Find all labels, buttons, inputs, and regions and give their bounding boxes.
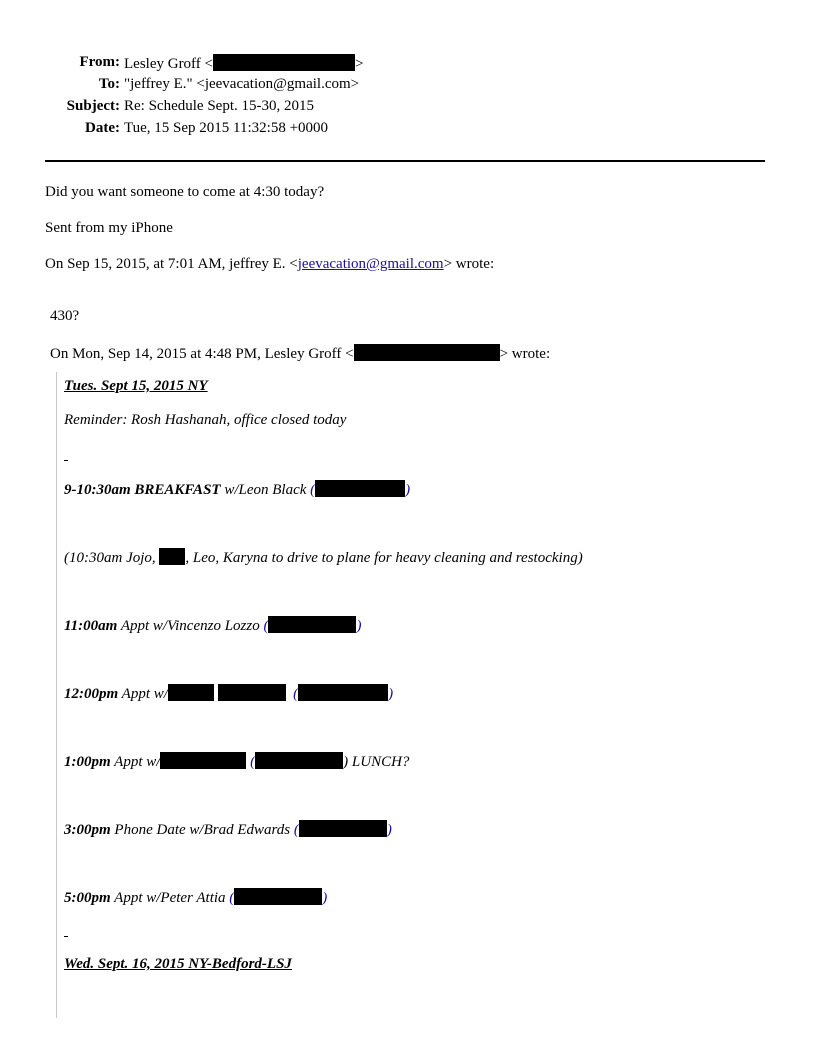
item-text: Phone Date w/Brad Edwards <box>110 822 294 838</box>
paren-close: ) <box>343 754 349 770</box>
item-text: w/Leon Black <box>220 482 311 498</box>
from-value <box>124 54 363 73</box>
quote-bar <box>56 372 57 1018</box>
schedule-item-lozzo <box>64 616 361 635</box>
redacted-block <box>299 820 387 837</box>
from-name: Lesley Groff < <box>124 56 213 72</box>
schedule-item-note <box>64 548 583 567</box>
quote1-pre: On Sep 15, 2015, at 7:01 AM, jeffrey E. < <box>45 256 298 272</box>
schedule-item-noon <box>64 684 393 703</box>
paren-close: ) <box>386 822 392 838</box>
item-time: 3:00pm <box>64 822 111 838</box>
item-text: (10:30am Jojo, <box>64 550 160 566</box>
schedule-item-attia <box>64 888 327 907</box>
item-text: Appt w/ <box>118 686 168 702</box>
paren-close: ) <box>388 686 394 702</box>
quote2-pre: On Mon, Sep 14, 2015 at 4:48 PM, Lesley Groff < <box>50 346 354 362</box>
item-text: Appt w/Peter Attia <box>110 890 230 906</box>
item-text: Appt w/ <box>110 754 161 770</box>
day2-title: Wed. Sept. 16, 2015 NY-Bedford-LSJ <box>64 956 292 972</box>
to-label: To: <box>98 76 120 92</box>
paren-open: ( <box>229 890 235 906</box>
redacted-block <box>168 684 214 701</box>
redacted-block <box>218 684 286 701</box>
paren-open: ( <box>293 822 299 838</box>
header-divider <box>45 160 765 162</box>
reminder-text: Reminder: Rosh Hashanah, office closed today <box>64 412 347 428</box>
item-text: , Leo, Karyna to drive to plane for heavy cleaning and restocking) <box>185 550 583 566</box>
quote-attribution-1 <box>45 256 494 273</box>
schedule-item-breakfast <box>64 480 410 499</box>
from-label: From: <box>79 54 120 70</box>
dash-separator <box>64 460 68 461</box>
item-text: Appt w/Vincenzo Lozzo <box>117 618 264 634</box>
signature-line: Sent from my iPhone <box>45 220 173 236</box>
item-time: 5:00pm <box>64 890 111 906</box>
item-time: 11:00am <box>64 618 118 634</box>
paren-open: ( <box>263 618 269 634</box>
date-label: Date: <box>85 120 120 136</box>
paren-close: ) <box>356 618 362 634</box>
to-value: "jeffrey E." <jeevacation@gmail.com> <box>124 76 360 92</box>
item-time: 9-10:30am BREAKFAST <box>64 482 221 498</box>
schedule-item-phone <box>64 820 392 839</box>
redacted-block <box>315 480 405 497</box>
paren-close: ) <box>322 890 328 906</box>
paren-open: ( <box>250 754 256 770</box>
schedule-item-lunch <box>64 752 409 771</box>
item-time: 1:00pm <box>64 754 111 770</box>
redacted-block <box>298 684 388 701</box>
redacted-block <box>159 548 185 565</box>
redacted-block <box>268 616 356 633</box>
from-close: > <box>355 56 364 72</box>
day1-title: Tues. Sept 15, 2015 NY <box>64 378 208 394</box>
body-line-1: Did you want someone to come at 4:30 today? <box>45 184 325 200</box>
redacted-block <box>160 752 246 769</box>
quote1-post: > wrote: <box>443 256 495 272</box>
redacted-block <box>213 54 355 71</box>
subject-label: Subject: <box>66 98 120 114</box>
quote-attribution-2 <box>50 344 550 363</box>
redacted-block <box>255 752 343 769</box>
redacted-block <box>354 344 500 361</box>
redacted-block <box>234 888 322 905</box>
subject-value: Re: Schedule Sept. 15-30, 2015 <box>124 98 314 114</box>
date-value: Tue, 15 Sep 2015 11:32:58 +0000 <box>124 120 329 136</box>
paren-open: ( <box>293 686 299 702</box>
quote2-post: > wrote: <box>499 346 551 362</box>
paren-close: ) <box>405 482 411 498</box>
item-time: 12:00pm <box>64 686 119 702</box>
dash-separator <box>64 936 68 937</box>
reply-text: 430? <box>50 308 80 324</box>
paren-open: ( <box>310 482 316 498</box>
item-text: LUNCH? <box>348 754 410 770</box>
email-link[interactable]: jeevacation@gmail.com <box>297 256 444 272</box>
